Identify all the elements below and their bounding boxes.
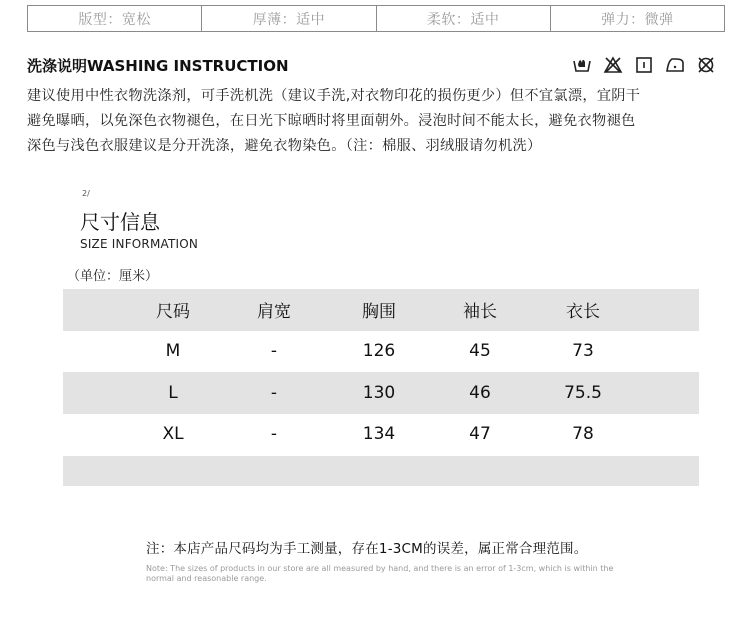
washing-line: 建议使用中性衣物洗涤剂，可手洗机洗（建议手洗,对衣物印花的损伤更少）但不宜氯漂，宜阴干 (27, 88, 641, 104)
cell-sleeve: 45 (469, 341, 491, 362)
washing-instruction-title: 洗涤说明WASHING INSTRUCTION (27, 57, 289, 75)
section-number: 2/ (82, 189, 90, 198)
hand-wash-icon (572, 56, 592, 74)
product-attributes-bar (27, 5, 725, 32)
attribute-elasticity: 弹力：微弹 (601, 11, 674, 28)
cell-size: L (168, 382, 178, 403)
cell-chest: 126 (362, 341, 396, 362)
table-header-row (63, 289, 699, 331)
washing-line: 深色与浅色衣服建议是分开洗涤，避免衣物染色。（注：棉服、羽绒服请勿机洗） (27, 138, 542, 154)
header-sleeve: 袖长 (463, 302, 497, 323)
attribute-fit: 版型：宽松 (28, 6, 202, 31)
cell-length: 73 (572, 341, 594, 362)
size-info-title: 尺寸信息 (80, 210, 160, 234)
cell-length: 78 (572, 424, 594, 445)
cell-shoulder: - (270, 382, 278, 403)
cell-chest: 134 (362, 424, 396, 445)
no-bleach-icon (603, 56, 623, 74)
cell-shoulder: - (270, 424, 278, 445)
cell-sleeve: 47 (469, 424, 491, 445)
measurement-note-en: Note: The sizes of products in our store are all measured by hand, and there is an error of 1-3cm, which is within the normal and reasonable range. (146, 564, 614, 583)
no-dry-clean-icon (696, 56, 716, 74)
cell-size: XL (162, 424, 184, 445)
header-length: 衣长 (566, 302, 600, 323)
table-empty-row (63, 456, 699, 486)
size-table (63, 289, 699, 486)
tumble-dry-icon (634, 56, 654, 74)
table-row (63, 414, 699, 456)
washing-instruction-text (27, 84, 727, 159)
iron-icon (665, 56, 685, 74)
table-row (63, 331, 699, 373)
unit-label: （单位：厘米） (67, 269, 159, 284)
measurement-note-cn: 注：本店产品尺码均为手工测量，存在1-3CM的误差，属正常合理范围。 (146, 541, 588, 557)
table-row (63, 372, 699, 414)
care-icons (572, 56, 716, 74)
header-chest: 胸围 (362, 302, 396, 323)
cell-length: 75.5 (564, 382, 602, 403)
cell-shoulder: - (270, 341, 278, 362)
header-size: 尺码 (156, 302, 190, 323)
cell-chest: 130 (362, 382, 396, 403)
cell-sleeve: 46 (469, 382, 491, 403)
attribute-thickness: 厚薄：适中 (202, 6, 376, 31)
size-info-subtitle: SIZE INFORMATION (80, 237, 199, 251)
header-shoulder: 肩宽 (257, 302, 291, 323)
washing-line: 避免曝晒，以免深色衣物褪色，在日光下晾晒时将里面朝外。浸泡时间不能太长，避免衣物褪色 (27, 113, 636, 129)
cell-size: M (165, 341, 181, 362)
attribute-softness: 柔软：适中 (377, 6, 551, 31)
